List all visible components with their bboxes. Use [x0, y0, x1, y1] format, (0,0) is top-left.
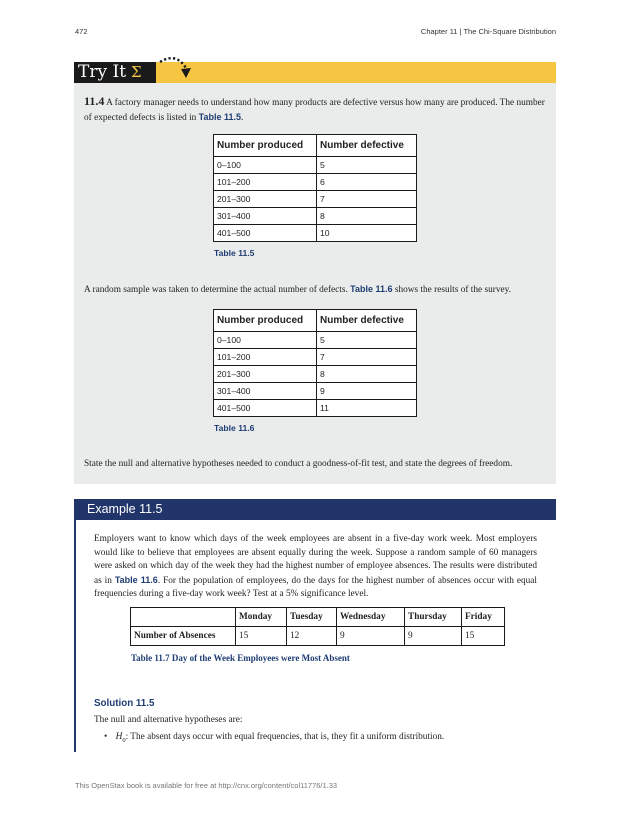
table-cell: 8: [317, 208, 417, 225]
table-cell: 401–500: [214, 225, 317, 242]
table-header-row: [214, 310, 417, 332]
table-11-5-caption: Table 11.5: [214, 248, 255, 258]
table-row: [214, 332, 417, 349]
hypothesis-bullet: [104, 731, 569, 747]
intro-end: .: [241, 112, 244, 123]
table-cell: 301–400: [214, 383, 317, 400]
column-header: Number produced: [214, 135, 317, 157]
exercise-intro: [84, 95, 549, 125]
table-header-row: [131, 608, 505, 627]
column-header: Number produced: [214, 310, 317, 332]
column-header: Number defective: [317, 135, 417, 157]
column-header: Friday: [462, 608, 505, 627]
table-cell: 0–100: [214, 332, 317, 349]
h-subscript: 0: [122, 736, 126, 744]
row-header: Number of Absences: [131, 627, 236, 646]
page-footer: This OpenStax book is available for free at http://cnx.org/content/col11776/1.33: [75, 781, 338, 790]
table-cell: 15: [236, 627, 287, 646]
table-11-6-link[interactable]: Table 11.6: [350, 284, 393, 294]
column-header: Thursday: [405, 608, 462, 627]
column-header: Tuesday: [287, 608, 337, 627]
sample-text-a: A random sample was taken to determine the actual number of defects.: [84, 285, 348, 295]
table-header-row: [214, 135, 417, 157]
column-header: Number defective: [317, 310, 417, 332]
page-number: 472: [75, 27, 88, 36]
table-row: [214, 225, 417, 242]
table-cell: 5: [317, 157, 417, 174]
example-left-rule: [74, 520, 76, 752]
table-row: [214, 157, 417, 174]
example-text-a: Employers want to know which days of the week employees are absent in a five-day work week. Most employers would like to believe that employees are absent equally during the week. Suppose a random sample of 60 managers were asked on which day of the week they had the highest number of employee absences. The results were distributed as in: [94, 534, 537, 586]
table-row: [214, 366, 417, 383]
table-row: [214, 208, 417, 225]
column-header: Wednesday: [337, 608, 405, 627]
table-cell: 201–300: [214, 191, 317, 208]
exercise-number: 11.4: [84, 94, 105, 108]
table-cell: 9: [337, 627, 405, 646]
try-it-label: [74, 62, 156, 83]
table-11-5-link[interactable]: Table 11.5: [198, 111, 241, 122]
bullet-text: : The absent days occur with equal frequencies, that is, they fit a uniform distribution.: [125, 732, 445, 742]
table-row: [214, 400, 417, 417]
example-text: [94, 533, 537, 602]
table-cell: 12: [287, 627, 337, 646]
table-cell: 10: [317, 225, 417, 242]
table-cell: 7: [317, 191, 417, 208]
table-row: [214, 349, 417, 366]
question-text: State the null and alternative hypotheses needed to conduct a goodness-of-fit test, and state the degrees of freedom.: [84, 459, 513, 469]
column-header: Monday: [236, 608, 287, 627]
table-cell: 101–200: [214, 349, 317, 366]
try-it-text: Try It: [78, 62, 127, 82]
solution-intro: The null and alternative hypotheses are:: [94, 715, 243, 725]
absences-table: [130, 607, 505, 646]
sample-text-b: shows the results of the survey.: [394, 285, 511, 295]
sigma-icon: Σ: [131, 63, 142, 81]
table-cell: 401–500: [214, 400, 317, 417]
table-cell: 201–300: [214, 366, 317, 383]
table-11-6-caption: Table 11.6: [214, 423, 255, 433]
expected-defects-table: [213, 134, 417, 242]
sample-text: [84, 283, 549, 298]
table-row: [214, 191, 417, 208]
bullet-dot: •: [104, 732, 108, 742]
table-cell: 6: [317, 174, 417, 191]
table-cell: 101–200: [214, 174, 317, 191]
chapter-title: Chapter 11 | The Chi-Square Distribution: [420, 27, 556, 36]
example-table-link[interactable]: Table 11.6: [114, 574, 158, 585]
table-cell: 5: [317, 332, 417, 349]
table-cell: 301–400: [214, 208, 317, 225]
example-header: Example 11.5: [74, 499, 556, 520]
column-header: [131, 608, 236, 627]
table-cell: 7: [317, 349, 417, 366]
intro-text: A factory manager needs to understand how many products are defective versus how many are produced. The number of expected defects is listed in: [84, 98, 545, 123]
table-row: [214, 174, 417, 191]
null-hypothesis: [116, 732, 445, 742]
table-cell: 9: [317, 383, 417, 400]
solution-title: Solution 11.5: [94, 698, 155, 709]
table-row: [214, 383, 417, 400]
h-symbol: H: [115, 732, 123, 742]
table-cell: 9: [405, 627, 462, 646]
table-cell: 8: [317, 366, 417, 383]
actual-defects-table: [213, 309, 417, 417]
example-text-b: . For the population of employees, do the days for the highest number of absences occur with equal frequencies during a five-day work week? Test at a 5% significance level.: [94, 575, 537, 599]
table-cell: 11: [317, 400, 417, 417]
table-row: [131, 627, 505, 646]
curved-arrow-icon: [158, 54, 194, 82]
table-cell: 15: [462, 627, 505, 646]
table-11-7-caption: Table 11.7 Day of the Week Employees were Most Absent: [131, 653, 350, 663]
table-cell: 0–100: [214, 157, 317, 174]
